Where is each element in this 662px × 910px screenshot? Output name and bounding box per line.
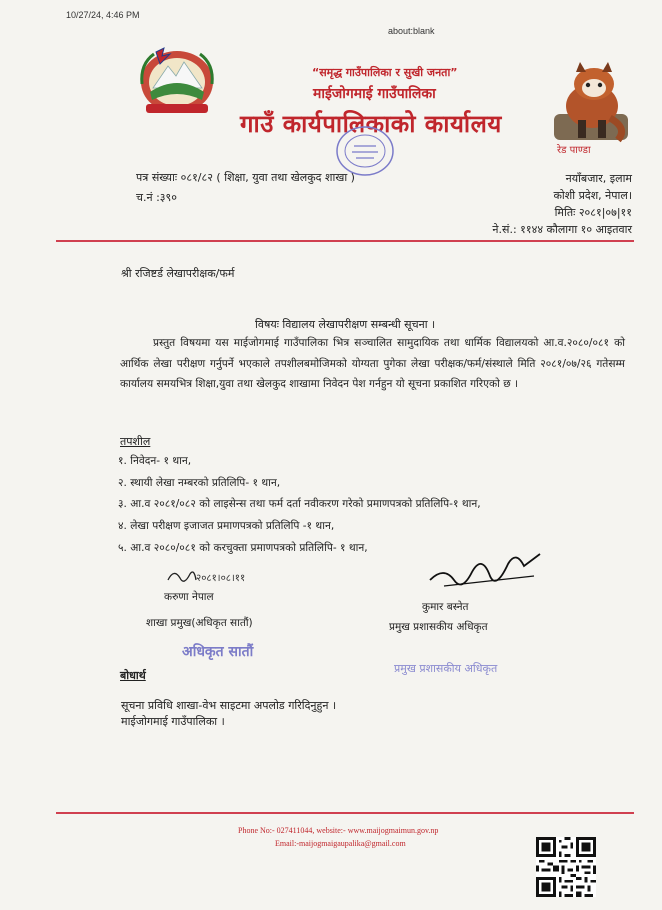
list-item: १. निवेदन- १ थान, [118, 455, 192, 467]
red-panda-photo [548, 58, 634, 144]
cc-line-1: सूचना प्रविधि शाखा-वेभ साइटमा अपलोड गरिदिनुहुन । [121, 699, 337, 712]
right-designation-stamp: प्रमुख प्रशासकीय अधिकृत [394, 662, 498, 675]
left-signatory-title: शाखा प्रमुख(अधिकृत सातौं) [146, 617, 253, 629]
nepal-sambat-date: ने.सं.: ११४४ कौलागा १० आइतवार [492, 223, 632, 236]
letter-date: मितिः २०८१|०७|११ [554, 206, 632, 219]
print-timestamp: 10/27/24, 4:46 PM [66, 10, 140, 20]
header-divider [56, 240, 634, 242]
reference-number: पत्र संख्याः ०८१/८२ ( शिक्षा, युवा तथा खेलकुद शाखा ) [136, 171, 355, 184]
right-signatory-name: कुमार बस्नेत [422, 601, 469, 613]
nepal-emblem-icon [136, 44, 218, 116]
recipient: श्री रजिष्टर्ड लेखापरीक्षक/फर्म [121, 267, 235, 280]
list-item: ३. आ.व २०८१/०८२ को लाइसेन्स तथा फर्म दर्ता नवीकरण गरेको प्रमाणपत्रको प्रतिलिपि-१ थान, [118, 498, 481, 511]
cc-line-2: माईजोगमाई गाउँपालिका । [121, 715, 225, 728]
subject-line: विषयः विद्यालय लेखापरीक्षण सम्बन्धी सूचना । [255, 318, 436, 331]
left-signatory-name: करुणा नेपाल [164, 591, 214, 603]
footer-email: Email:-maijogmaigaupalika@gmail.com [275, 839, 406, 848]
footer-contact: Phone No:- 027411044, website:- www.maijogmaimun.gov.np [238, 826, 439, 835]
qr-code-icon [536, 837, 596, 897]
address-line-2: कोशी प्रदेश, नेपाल। [553, 189, 632, 202]
slogan: “समृद्ध गाउँपालिका र सुखी जनता” [312, 66, 458, 79]
body-paragraph: प्रस्तुत विषयमा यस माईजोगमाई गाउँपालिका भित्र सञ्चालित सामुदायिक तथा धार्मिक विद्यालयको आ.व.२०८०/०८१ को आर्थिक लेखा परीक्षण गर्नुपर्ने भएकाले तपशीलबमोजिमको योग्यता पुगेका लेखा परीक्षक/फर्म/संस्थाले मिति २०८१/०७/२६ गतेसम्म कार्यालय समयभित्र शिक्षा,युवा तथा खेलकुद शाखामा निवेदन पेश गर्नहुन यो सूचना प्रकाशित गरिएको छ । [120, 337, 625, 390]
footer-divider [56, 812, 634, 814]
details-list [118, 451, 481, 559]
right-signatory-title: प्रमुख प्रशासकीय अधिकृत [389, 621, 488, 633]
details-heading: तपशील [120, 435, 151, 448]
list-item: २. स्थायी लेखा नम्बरको प्रतिलिपि- १ थान, [118, 476, 281, 489]
dispatch-number: च.नं :३९० [136, 191, 177, 204]
left-signature-date: २०८१।०८।११ [196, 573, 246, 584]
panda-caption: रेड पाण्डा [557, 145, 591, 156]
list-item: ५. आ.व २०८०/०८१ को करचुक्ता प्रमाणपत्रको प्रतिलिपि- १ थान, [118, 541, 368, 554]
office-title: गाउँ कार्यपालिकाको कार्यालय [240, 110, 502, 138]
list-item: ४. लेखा परीक्षण इजाजत प्रमाणपत्रको प्रतिलिपि -१ थान, [118, 520, 335, 533]
office-address [553, 170, 632, 221]
print-page-title: about:blank [388, 26, 435, 36]
municipality-name: माईजोगमाई गाउँपालिका [313, 86, 436, 102]
left-designation-stamp: अधिकृत सातौं [182, 644, 254, 660]
address-line-1: नयाँबजार, इलाम [565, 172, 632, 185]
cc-heading: बोधार्थ [120, 669, 146, 682]
right-signature-icon [424, 546, 554, 596]
